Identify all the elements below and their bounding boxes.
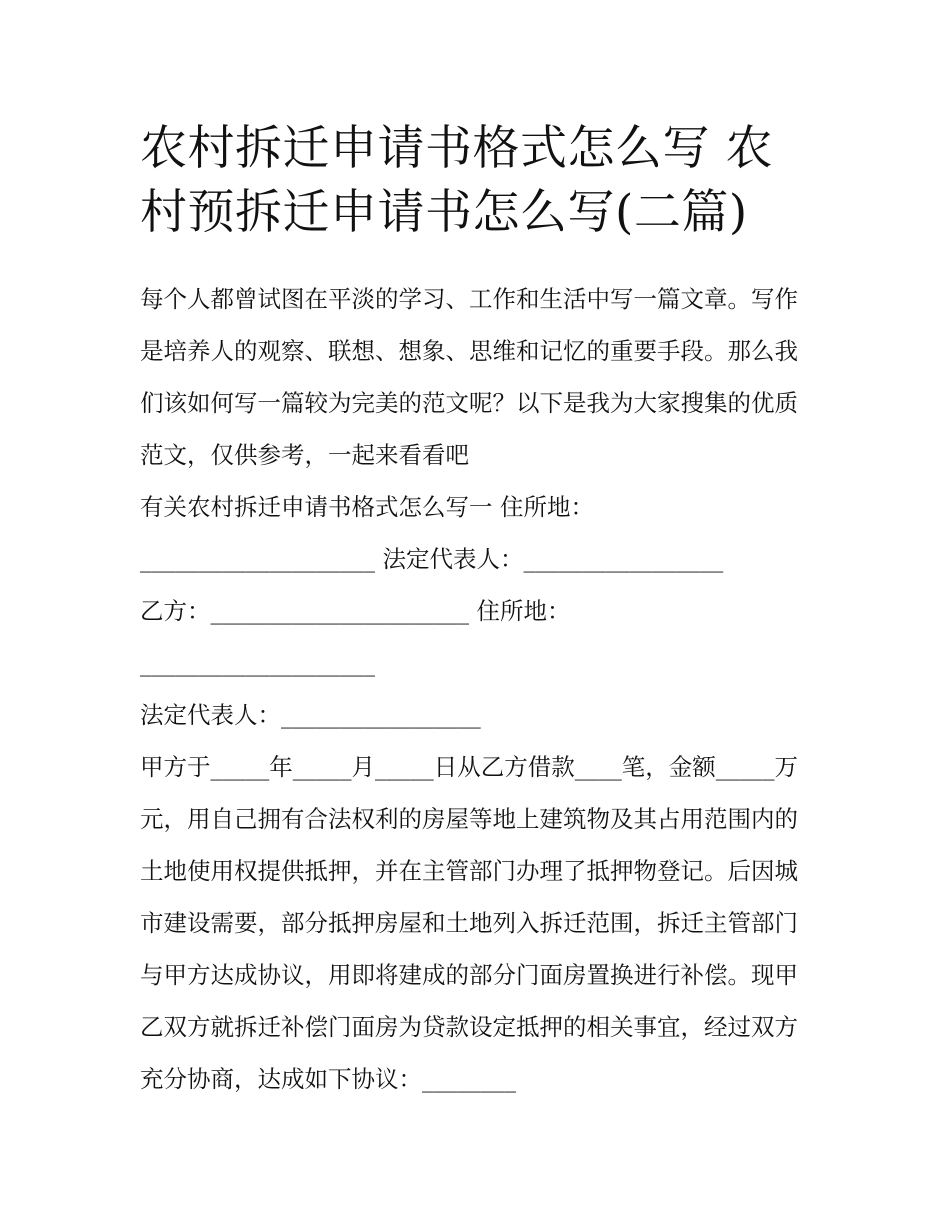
agreement-body-paragraph: 甲方于_____年_____月_____日从乙方借款____笔，金额_____万元，用自己拥有合法权利的房屋等地上建筑物及其占用范围内的土地使用权提供抵押，并在主管部门办理了抵押物登记。后因城市建设需要，部分抵押房屋和土地列入拆迁范围，拆迁主管部门与甲方达成协议，用即将建成的部分门面房置换进行补偿。现甲乙双方就拆迁补偿门面房为贷款设定抵押的相关事宜，经过双方充分协商，达成如下协议：________ — [140, 753, 798, 1093]
document-title: 农村拆迁申请书格式怎么写 农村预拆迁申请书怎么写(二篇) — [140, 121, 773, 240]
legal-representative-line-2: 法定代表人：_________________ — [140, 701, 481, 729]
party-b-line: 乙方：______________________ 住所地： — [140, 597, 571, 625]
intro-paragraph: 每个人都曾试图在平淡的学习、工作和生活中写一篇文章。写作是培养人的观察、联想、想象、思维和记忆的重要手段。那么我们该如何写一篇较为完美的范文呢？以下是我为大家搜集的优质范文，仅供参考，一起来看看吧 — [140, 285, 798, 469]
address-blank-line: ____________________ — [140, 649, 375, 677]
legal-representative-line: ____________________ 法定代表人：_________________ — [140, 545, 724, 573]
document-page — [140, 117, 820, 1105]
section-heading-line: 有关农村拆迁申请书格式怎么写一 住所地： — [140, 493, 594, 521]
